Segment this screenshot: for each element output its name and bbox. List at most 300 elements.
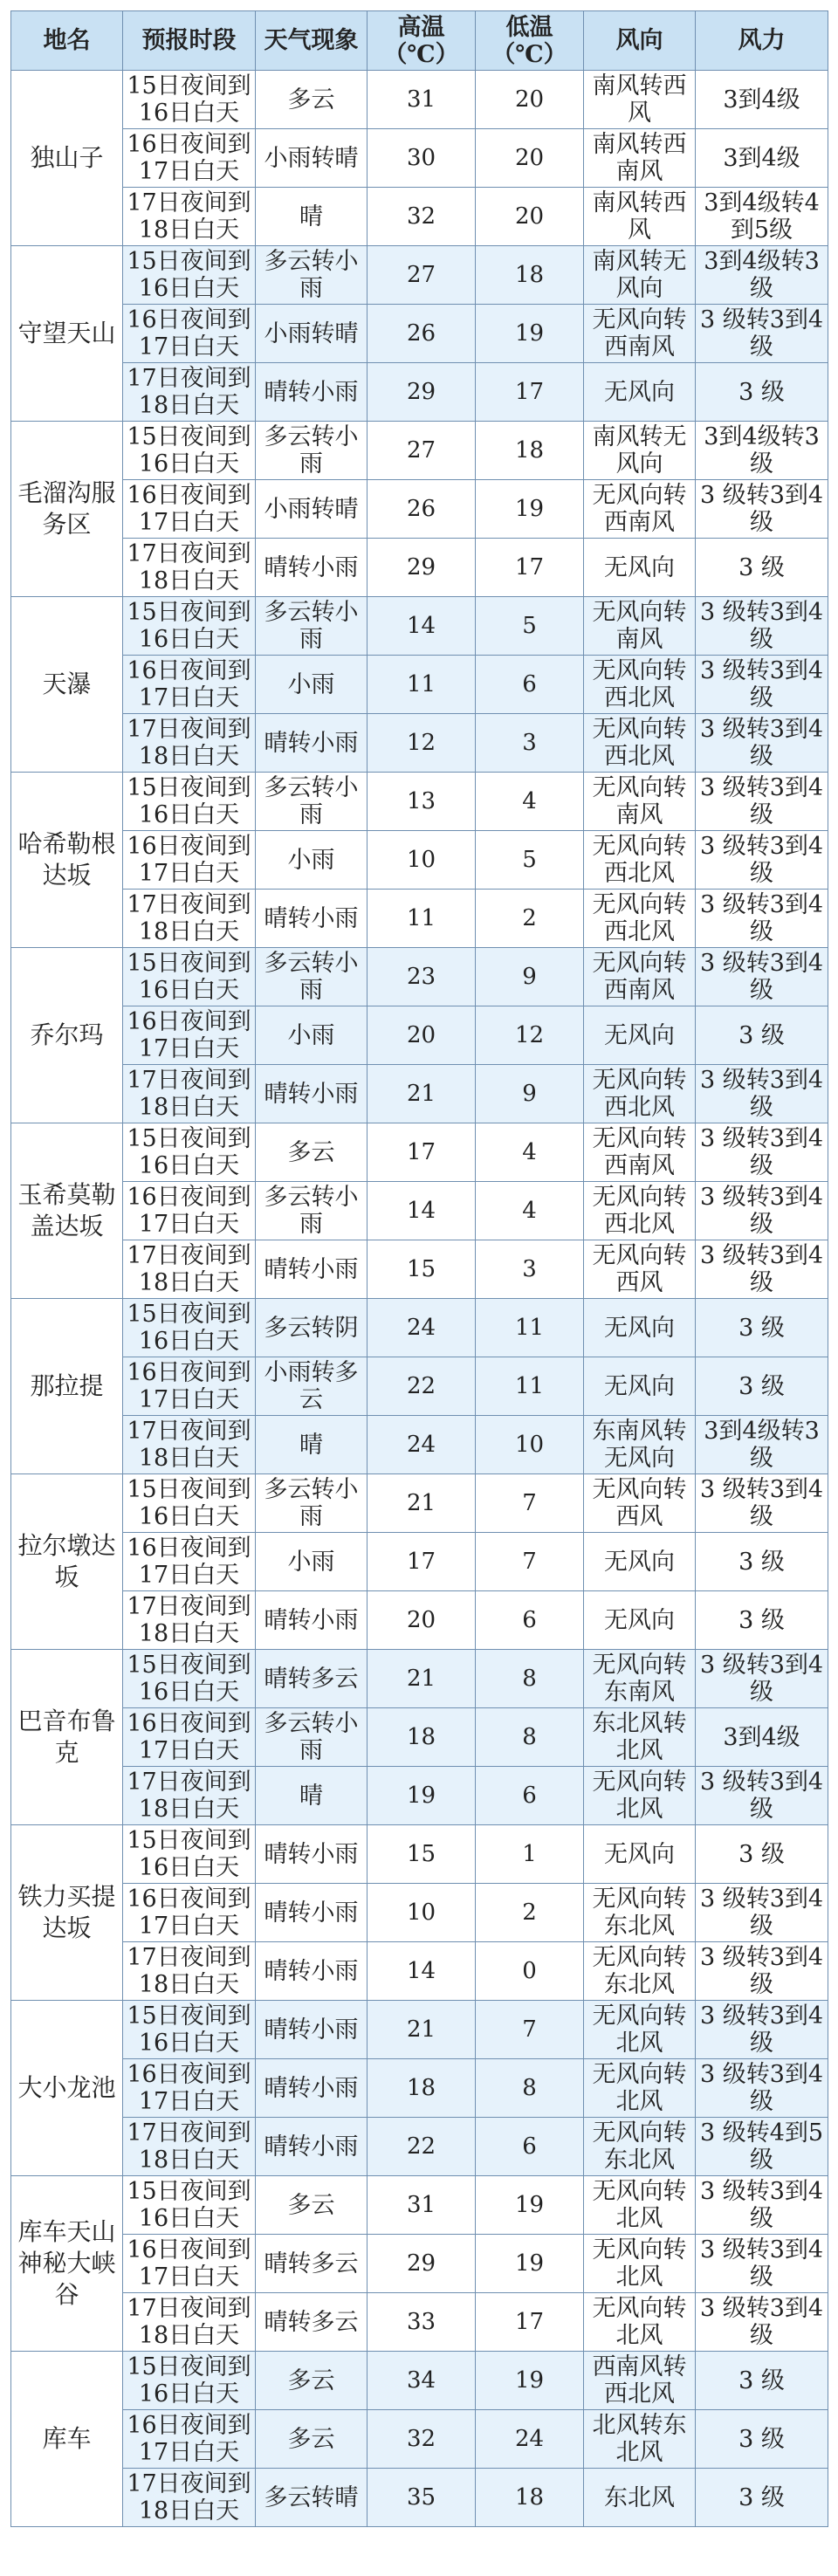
wind-force-cell: 3 级转3到4级 xyxy=(696,597,828,656)
table-row xyxy=(11,246,828,305)
wind-direction-cell: 无风向转西风 xyxy=(584,1240,696,1299)
high-temp-cell: 20 xyxy=(367,1006,476,1065)
weather-cell: 晴转小雨 xyxy=(256,2001,367,2059)
wind-direction-cell: 无风向转北风 xyxy=(584,2001,696,2059)
wind-force-cell: 3 级 xyxy=(696,539,828,597)
low-temp-cell: 17 xyxy=(476,539,584,597)
low-temp-cell: 20 xyxy=(476,188,584,246)
low-temp-cell: 0 xyxy=(476,1942,584,2001)
high-temp-cell: 26 xyxy=(367,480,476,539)
period-cell: 15日夜间到16日白天 xyxy=(123,597,256,656)
low-temp-cell: 3 xyxy=(476,714,584,773)
low-temp-cell: 19 xyxy=(476,305,584,363)
high-temp-cell: 21 xyxy=(367,1474,476,1533)
low-temp-cell: 17 xyxy=(476,363,584,422)
period-cell: 15日夜间到16日白天 xyxy=(123,948,256,1006)
wind-force-cell: 3到4级 xyxy=(696,129,828,188)
period-cell: 16日夜间到17日白天 xyxy=(123,1182,256,1240)
weather-cell: 小雨 xyxy=(256,656,367,714)
wind-direction-cell: 无风向 xyxy=(584,363,696,422)
weather-cell: 晴转多云 xyxy=(256,2235,367,2293)
wind-direction-cell: 无风向转东南风 xyxy=(584,1650,696,1708)
weather-cell: 多云转小雨 xyxy=(256,773,367,831)
wind-force-cell: 3 级转3到4级 xyxy=(696,831,828,890)
period-cell: 16日夜间到17日白天 xyxy=(123,831,256,890)
table-row xyxy=(11,1240,828,1299)
location-group xyxy=(11,71,828,246)
low-temp-cell: 3 xyxy=(476,1240,584,1299)
high-temp-cell: 35 xyxy=(367,2469,476,2527)
period-cell: 15日夜间到16日白天 xyxy=(123,422,256,480)
table-row xyxy=(11,2469,828,2527)
high-temp-cell: 26 xyxy=(367,305,476,363)
period-cell: 17日夜间到18日白天 xyxy=(123,714,256,773)
wind-force-cell: 3到4级 xyxy=(696,1708,828,1767)
header-period: 预报时段 xyxy=(123,11,256,71)
weather-cell: 晴 xyxy=(256,1767,367,1825)
table-row xyxy=(11,656,828,714)
table-row xyxy=(11,2001,828,2059)
location-name: 拉尔墩达坂 xyxy=(11,1474,123,1650)
period-cell: 15日夜间到16日白天 xyxy=(123,71,256,129)
header-weather: 天气现象 xyxy=(256,11,367,71)
location-group xyxy=(11,1123,828,1299)
weather-cell: 晴转小雨 xyxy=(256,1591,367,1650)
table-row xyxy=(11,1942,828,2001)
location-group xyxy=(11,2001,828,2176)
wind-force-cell: 3 级 xyxy=(696,1825,828,1884)
header-high-temp: 高温 （℃） xyxy=(367,11,476,71)
wind-direction-cell: 无风向转西北风 xyxy=(584,831,696,890)
wind-force-cell: 3 级转3到4级 xyxy=(696,2235,828,2293)
weather-cell: 晴转小雨 xyxy=(256,1065,367,1123)
wind-force-cell: 3 级 xyxy=(696,1006,828,1065)
location-group xyxy=(11,422,828,597)
high-temp-cell: 18 xyxy=(367,1708,476,1767)
weather-cell: 多云转小雨 xyxy=(256,422,367,480)
table-row xyxy=(11,1182,828,1240)
location-group xyxy=(11,1650,828,1825)
wind-direction-cell: 南风转西风 xyxy=(584,71,696,129)
low-temp-cell: 4 xyxy=(476,1182,584,1240)
weather-cell: 小雨 xyxy=(256,1533,367,1591)
low-temp-cell: 8 xyxy=(476,1708,584,1767)
wind-direction-cell: 无风向转西北风 xyxy=(584,714,696,773)
weather-cell: 小雨 xyxy=(256,1006,367,1065)
high-temp-cell: 18 xyxy=(367,2059,476,2118)
location-group xyxy=(11,246,828,422)
table-row xyxy=(11,480,828,539)
wind-force-cell: 3 级 xyxy=(696,363,828,422)
high-temp-cell: 10 xyxy=(367,1884,476,1942)
location-group xyxy=(11,948,828,1123)
weather-cell: 晴 xyxy=(256,1416,367,1474)
table-row xyxy=(11,1357,828,1416)
weather-cell: 多云 xyxy=(256,2410,367,2469)
weather-cell: 小雨转晴 xyxy=(256,129,367,188)
location-name: 天瀑 xyxy=(11,597,123,773)
low-temp-cell: 24 xyxy=(476,2410,584,2469)
location-name: 哈希勒根达坂 xyxy=(11,773,123,948)
header-low-temp: 低温 （℃） xyxy=(476,11,584,71)
weather-cell: 多云转小雨 xyxy=(256,948,367,1006)
low-temp-cell: 8 xyxy=(476,1650,584,1708)
header-location: 地名 xyxy=(11,11,123,71)
location-name: 独山子 xyxy=(11,71,123,246)
table-row xyxy=(11,714,828,773)
wind-direction-cell: 东北风转北风 xyxy=(584,1708,696,1767)
wind-force-cell: 3 级 xyxy=(696,1357,828,1416)
location-name: 铁力买提达坂 xyxy=(11,1825,123,2001)
location-name: 毛溜沟服务区 xyxy=(11,422,123,597)
high-temp-cell: 15 xyxy=(367,1240,476,1299)
table-row xyxy=(11,2118,828,2176)
table-row xyxy=(11,2410,828,2469)
wind-direction-cell: 无风向 xyxy=(584,1591,696,1650)
table-row xyxy=(11,597,828,656)
weather-cell: 多云 xyxy=(256,2176,367,2235)
wind-direction-cell: 无风向转东北风 xyxy=(584,1884,696,1942)
location-group xyxy=(11,1299,828,1474)
wind-direction-cell: 北风转东北风 xyxy=(584,2410,696,2469)
high-temp-cell: 15 xyxy=(367,1825,476,1884)
table-row xyxy=(11,188,828,246)
wind-force-cell: 3 级 xyxy=(696,1299,828,1357)
wind-force-cell: 3 级转3到4级 xyxy=(696,948,828,1006)
high-temp-cell: 22 xyxy=(367,2118,476,2176)
wind-direction-cell: 无风向转西风 xyxy=(584,1474,696,1533)
wind-force-cell: 3 级转3到4级 xyxy=(696,2001,828,2059)
low-temp-cell: 18 xyxy=(476,2469,584,2527)
wind-direction-cell: 南风转西南风 xyxy=(584,129,696,188)
table-row xyxy=(11,1065,828,1123)
low-temp-cell: 19 xyxy=(476,480,584,539)
low-temp-cell: 19 xyxy=(476,2235,584,2293)
weather-cell: 晴转多云 xyxy=(256,2293,367,2352)
location-group xyxy=(11,1474,828,1650)
weather-cell: 晴转小雨 xyxy=(256,1825,367,1884)
wind-direction-cell: 无风向转西北风 xyxy=(584,890,696,948)
period-cell: 17日夜间到18日白天 xyxy=(123,890,256,948)
low-temp-cell: 11 xyxy=(476,1299,584,1357)
period-cell: 15日夜间到16日白天 xyxy=(123,1123,256,1182)
high-temp-cell: 22 xyxy=(367,1357,476,1416)
weather-cell: 多云转小雨 xyxy=(256,1708,367,1767)
table-row xyxy=(11,1006,828,1065)
weather-cell: 晴转小雨 xyxy=(256,2118,367,2176)
wind-direction-cell: 南风转无风向 xyxy=(584,246,696,305)
table-row xyxy=(11,2293,828,2352)
wind-force-cell: 3 级转3到4级 xyxy=(696,480,828,539)
high-temp-cell: 30 xyxy=(367,129,476,188)
weather-cell: 晴 xyxy=(256,188,367,246)
wind-direction-cell: 无风向转东北风 xyxy=(584,1942,696,2001)
header-row xyxy=(11,11,828,71)
high-temp-cell: 21 xyxy=(367,2001,476,2059)
wind-force-cell: 3到4级转3级 xyxy=(696,422,828,480)
location-name: 库车天山神秘大峡谷 xyxy=(11,2176,123,2352)
header-wind-direction: 风向 xyxy=(584,11,696,71)
low-temp-cell: 6 xyxy=(476,1767,584,1825)
high-temp-cell: 24 xyxy=(367,1299,476,1357)
period-cell: 15日夜间到16日白天 xyxy=(123,2352,256,2410)
period-cell: 16日夜间到17日白天 xyxy=(123,129,256,188)
wind-force-cell: 3 级转3到4级 xyxy=(696,1474,828,1533)
wind-force-cell: 3到4级转4到5级 xyxy=(696,188,828,246)
high-temp-cell: 21 xyxy=(367,1065,476,1123)
period-cell: 17日夜间到18日白天 xyxy=(123,2469,256,2527)
period-cell: 15日夜间到16日白天 xyxy=(123,1474,256,1533)
period-cell: 16日夜间到17日白天 xyxy=(123,305,256,363)
table-header xyxy=(11,11,828,71)
weather-cell: 晴转小雨 xyxy=(256,1942,367,2001)
table-row xyxy=(11,890,828,948)
period-cell: 17日夜间到18日白天 xyxy=(123,1065,256,1123)
wind-direction-cell: 无风向 xyxy=(584,1825,696,1884)
wind-force-cell: 3 级转3到4级 xyxy=(696,714,828,773)
table-row xyxy=(11,1416,828,1474)
location-name: 那拉提 xyxy=(11,1299,123,1474)
low-temp-cell: 19 xyxy=(476,2352,584,2410)
table-row xyxy=(11,1767,828,1825)
wind-force-cell: 3到4级 xyxy=(696,71,828,129)
period-cell: 17日夜间到18日白天 xyxy=(123,1767,256,1825)
wind-direction-cell: 南风转无风向 xyxy=(584,422,696,480)
wind-direction-cell: 无风向转西南风 xyxy=(584,1123,696,1182)
wind-direction-cell: 无风向 xyxy=(584,1299,696,1357)
table-row xyxy=(11,831,828,890)
period-cell: 16日夜间到17日白天 xyxy=(123,480,256,539)
period-cell: 16日夜间到17日白天 xyxy=(123,1006,256,1065)
table-row xyxy=(11,1299,828,1357)
table-row xyxy=(11,2235,828,2293)
wind-force-cell: 3 级转3到4级 xyxy=(696,1884,828,1942)
high-temp-cell: 24 xyxy=(367,1416,476,1474)
period-cell: 16日夜间到17日白天 xyxy=(123,2059,256,2118)
period-cell: 15日夜间到16日白天 xyxy=(123,246,256,305)
location-group xyxy=(11,773,828,948)
weather-cell: 晴转小雨 xyxy=(256,890,367,948)
high-temp-cell: 14 xyxy=(367,1942,476,2001)
weather-cell: 小雨转晴 xyxy=(256,305,367,363)
wind-force-cell: 3 级 xyxy=(696,2469,828,2527)
wind-force-cell: 3到4级转3级 xyxy=(696,1416,828,1474)
low-temp-cell: 7 xyxy=(476,2001,584,2059)
weather-cell: 晴转小雨 xyxy=(256,539,367,597)
weather-cell: 晴转小雨 xyxy=(256,1884,367,1942)
location-name: 玉希莫勒盖达坂 xyxy=(11,1123,123,1299)
weather-cell: 晴转小雨 xyxy=(256,1240,367,1299)
table-row xyxy=(11,1533,828,1591)
high-temp-cell: 19 xyxy=(367,1767,476,1825)
location-name: 库车 xyxy=(11,2352,123,2527)
high-temp-cell: 27 xyxy=(367,422,476,480)
wind-force-cell: 3 级转3到4级 xyxy=(696,2059,828,2118)
wind-force-cell: 3 级转3到4级 xyxy=(696,2293,828,2352)
wind-force-cell: 3 级转3到4级 xyxy=(696,1065,828,1123)
location-group xyxy=(11,597,828,773)
high-temp-cell: 11 xyxy=(367,656,476,714)
wind-direction-cell: 无风向转北风 xyxy=(584,2235,696,2293)
table-row xyxy=(11,363,828,422)
table-row xyxy=(11,948,828,1006)
low-temp-cell: 4 xyxy=(476,1123,584,1182)
low-temp-cell: 19 xyxy=(476,2176,584,2235)
period-cell: 16日夜间到17日白天 xyxy=(123,1708,256,1767)
period-cell: 17日夜间到18日白天 xyxy=(123,188,256,246)
low-temp-cell: 10 xyxy=(476,1416,584,1474)
forecast-table-container xyxy=(10,10,828,2527)
wind-direction-cell: 无风向转西北风 xyxy=(584,1065,696,1123)
table-row xyxy=(11,1123,828,1182)
low-temp-cell: 11 xyxy=(476,1357,584,1416)
table-row xyxy=(11,1474,828,1533)
period-cell: 15日夜间到16日白天 xyxy=(123,773,256,831)
wind-force-cell: 3 级转3到4级 xyxy=(696,1767,828,1825)
weather-cell: 多云转小雨 xyxy=(256,1474,367,1533)
high-temp-cell: 10 xyxy=(367,831,476,890)
wind-direction-cell: 无风向转西北风 xyxy=(584,656,696,714)
low-temp-cell: 9 xyxy=(476,948,584,1006)
wind-force-cell: 3 级转3到4级 xyxy=(696,1942,828,2001)
header-wind-force: 风力 xyxy=(696,11,828,71)
wind-direction-cell: 无风向转西南风 xyxy=(584,480,696,539)
period-cell: 16日夜间到17日白天 xyxy=(123,1533,256,1591)
low-temp-cell: 6 xyxy=(476,656,584,714)
high-temp-cell: 14 xyxy=(367,597,476,656)
high-temp-cell: 11 xyxy=(367,890,476,948)
wind-direction-cell: 无风向转东北风 xyxy=(584,2118,696,2176)
wind-force-cell: 3 级转3到4级 xyxy=(696,2176,828,2235)
wind-force-cell: 3 级转3到4级 xyxy=(696,773,828,831)
wind-force-cell: 3 级转3到4级 xyxy=(696,656,828,714)
high-temp-cell: 17 xyxy=(367,1123,476,1182)
high-temp-cell: 29 xyxy=(367,2235,476,2293)
high-temp-cell: 31 xyxy=(367,2176,476,2235)
period-cell: 17日夜间到18日白天 xyxy=(123,1240,256,1299)
wind-direction-cell: 东北风 xyxy=(584,2469,696,2527)
low-temp-cell: 5 xyxy=(476,831,584,890)
wind-direction-cell: 无风向转西南风 xyxy=(584,948,696,1006)
table-row xyxy=(11,71,828,129)
wind-force-cell: 3 级转3到4级 xyxy=(696,890,828,948)
high-temp-cell: 31 xyxy=(367,71,476,129)
period-cell: 16日夜间到17日白天 xyxy=(123,1357,256,1416)
table-row xyxy=(11,1591,828,1650)
period-cell: 15日夜间到16日白天 xyxy=(123,1650,256,1708)
location-name: 巴音布鲁克 xyxy=(11,1650,123,1825)
wind-direction-cell: 西南风转西北风 xyxy=(584,2352,696,2410)
wind-force-cell: 3 级转4到5级 xyxy=(696,2118,828,2176)
wind-direction-cell: 东南风转无风向 xyxy=(584,1416,696,1474)
low-temp-cell: 7 xyxy=(476,1533,584,1591)
wind-direction-cell: 无风向转西北风 xyxy=(584,1182,696,1240)
wind-direction-cell: 无风向 xyxy=(584,1357,696,1416)
weather-cell: 晴转多云 xyxy=(256,1650,367,1708)
weather-cell: 晴转小雨 xyxy=(256,363,367,422)
low-temp-cell: 18 xyxy=(476,246,584,305)
high-temp-cell: 23 xyxy=(367,948,476,1006)
low-temp-cell: 20 xyxy=(476,129,584,188)
high-temp-cell: 12 xyxy=(367,714,476,773)
weather-cell: 多云 xyxy=(256,2352,367,2410)
low-temp-cell: 6 xyxy=(476,1591,584,1650)
period-cell: 16日夜间到17日白天 xyxy=(123,656,256,714)
low-temp-cell: 4 xyxy=(476,773,584,831)
wind-force-cell: 3 级转3到4级 xyxy=(696,1240,828,1299)
low-temp-cell: 7 xyxy=(476,1474,584,1533)
low-temp-cell: 2 xyxy=(476,1884,584,1942)
period-cell: 17日夜间到18日白天 xyxy=(123,2293,256,2352)
location-name: 大小龙池 xyxy=(11,2001,123,2176)
table-row xyxy=(11,2176,828,2235)
period-cell: 15日夜间到16日白天 xyxy=(123,1299,256,1357)
location-group xyxy=(11,1825,828,2001)
wind-direction-cell: 无风向 xyxy=(584,1533,696,1591)
wind-force-cell: 3 级 xyxy=(696,1533,828,1591)
table-row xyxy=(11,2352,828,2410)
table-row xyxy=(11,773,828,831)
low-temp-cell: 17 xyxy=(476,2293,584,2352)
table-row xyxy=(11,305,828,363)
wind-direction-cell: 无风向转北风 xyxy=(584,2059,696,2118)
high-temp-cell: 21 xyxy=(367,1650,476,1708)
weather-cell: 小雨转晴 xyxy=(256,480,367,539)
table-row xyxy=(11,129,828,188)
low-temp-cell: 12 xyxy=(476,1006,584,1065)
location-name: 守望天山 xyxy=(11,246,123,422)
weather-cell: 多云转阴 xyxy=(256,1299,367,1357)
low-temp-cell: 2 xyxy=(476,890,584,948)
wind-direction-cell: 无风向 xyxy=(584,1006,696,1065)
wind-direction-cell: 无风向转北风 xyxy=(584,2293,696,2352)
wind-force-cell: 3 级 xyxy=(696,1591,828,1650)
wind-force-cell: 3 级转3到4级 xyxy=(696,1650,828,1708)
period-cell: 16日夜间到17日白天 xyxy=(123,2235,256,2293)
period-cell: 17日夜间到18日白天 xyxy=(123,1416,256,1474)
low-temp-cell: 1 xyxy=(476,1825,584,1884)
period-cell: 16日夜间到17日白天 xyxy=(123,1884,256,1942)
high-temp-cell: 34 xyxy=(367,2352,476,2410)
low-temp-cell: 8 xyxy=(476,2059,584,2118)
period-cell: 15日夜间到16日白天 xyxy=(123,2001,256,2059)
wind-direction-cell: 无风向转北风 xyxy=(584,2176,696,2235)
period-cell: 17日夜间到18日白天 xyxy=(123,1591,256,1650)
high-temp-cell: 32 xyxy=(367,2410,476,2469)
wind-force-cell: 3 级 xyxy=(696,2410,828,2469)
table-row xyxy=(11,539,828,597)
period-cell: 17日夜间到18日白天 xyxy=(123,363,256,422)
wind-direction-cell: 无风向 xyxy=(584,539,696,597)
weather-cell: 多云转小雨 xyxy=(256,1182,367,1240)
high-temp-cell: 13 xyxy=(367,773,476,831)
weather-cell: 多云转晴 xyxy=(256,2469,367,2527)
table-row xyxy=(11,1825,828,1884)
weather-cell: 多云 xyxy=(256,1123,367,1182)
weather-cell: 小雨转多云 xyxy=(256,1357,367,1416)
weather-cell: 晴转小雨 xyxy=(256,714,367,773)
location-group xyxy=(11,2176,828,2352)
table-row xyxy=(11,422,828,480)
wind-force-cell: 3 级转3到4级 xyxy=(696,1123,828,1182)
high-temp-cell: 29 xyxy=(367,363,476,422)
location-group xyxy=(11,2352,828,2527)
weather-cell: 多云转小雨 xyxy=(256,597,367,656)
table-row xyxy=(11,1708,828,1767)
weather-cell: 晴转小雨 xyxy=(256,2059,367,2118)
high-temp-cell: 32 xyxy=(367,188,476,246)
wind-force-cell: 3 级转3到4级 xyxy=(696,305,828,363)
